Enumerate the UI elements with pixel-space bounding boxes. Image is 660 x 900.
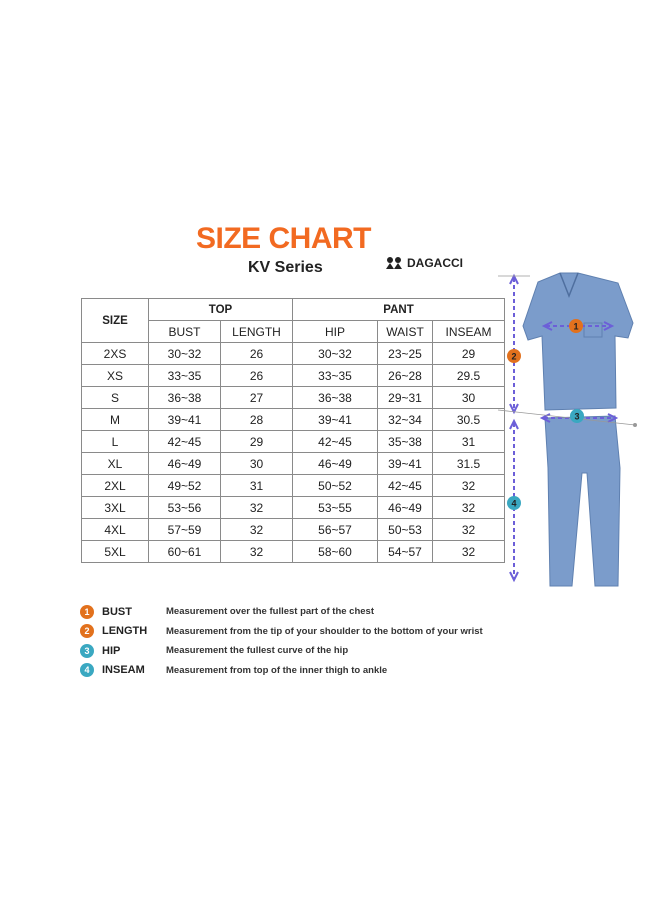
measurement-cell: 30~32 <box>293 343 378 365</box>
measurement-cell: 29 <box>221 431 293 453</box>
svg-text:2: 2 <box>511 351 517 362</box>
measurement-cell: 60~61 <box>149 541 221 563</box>
measurement-cell: 50~52 <box>293 475 378 497</box>
size-cell: 2XS <box>82 343 149 365</box>
brand-name: DAGACCI <box>407 256 463 270</box>
legend-term: BUST <box>102 605 132 618</box>
table-row <box>82 475 505 497</box>
table-row <box>82 453 505 475</box>
measurement-cell: 26 <box>221 343 293 365</box>
pant-header: PANT <box>293 299 505 321</box>
legend-description: Measurement from the tip of your shoulder to the bottom of your wrist <box>166 625 483 637</box>
measurement-cell: 42~45 <box>149 431 221 453</box>
number-badge: 3 <box>80 644 94 658</box>
svg-text:3: 3 <box>574 411 580 422</box>
legend-description: Measurement the fullest curve of the hip <box>166 645 349 657</box>
measurement-cell: 30 <box>221 453 293 475</box>
measurement-cell: 32 <box>433 497 505 519</box>
number-badge: 4 <box>80 663 94 677</box>
measurement-cell: 46~49 <box>149 453 221 475</box>
measurement-cell: 46~49 <box>293 453 378 475</box>
scrub-top-shape <box>523 273 633 410</box>
measurement-cell: 35~38 <box>378 431 433 453</box>
measurement-cell: 32 <box>433 475 505 497</box>
brand-logo <box>385 256 463 270</box>
measurement-cell: 49~52 <box>149 475 221 497</box>
table-row <box>82 343 505 365</box>
scrubs-figure <box>490 268 650 603</box>
measurement-cell: 32 <box>221 541 293 563</box>
svg-text:1: 1 <box>573 321 579 332</box>
measurement-cell: 39~41 <box>293 409 378 431</box>
measurement-cell: 29 <box>433 343 505 365</box>
table-row <box>82 497 505 519</box>
legend-term: LENGTH <box>102 625 148 638</box>
table-row <box>82 519 505 541</box>
measurement-cell: 33~35 <box>293 365 378 387</box>
series-subtitle: KV Series <box>248 259 323 276</box>
table-row <box>82 431 505 453</box>
size-table <box>81 298 505 563</box>
measurement-cell: 32 <box>221 497 293 519</box>
size-cell: XS <box>82 365 149 387</box>
legend-term: INSEAM <box>102 664 145 677</box>
size-chart-title: SIZE CHART <box>196 222 371 255</box>
measurement-cell: 53~55 <box>293 497 378 519</box>
measurement-cell: 31 <box>221 475 293 497</box>
measurement-cell: 31.5 <box>433 453 505 475</box>
measurement-cell: 30~32 <box>149 343 221 365</box>
measurement-cell: 56~57 <box>293 519 378 541</box>
column-header-inseam: INSEAM <box>433 321 505 343</box>
scrub-pants-shape <box>545 416 620 586</box>
table-row <box>82 387 505 409</box>
measurement-cell: 36~38 <box>293 387 378 409</box>
size-cell: 3XL <box>82 497 149 519</box>
size-cell: 4XL <box>82 519 149 541</box>
measurement-cell: 26 <box>221 365 293 387</box>
measurement-cell: 32 <box>433 541 505 563</box>
column-header-waist: WAIST <box>378 321 433 343</box>
measurement-cell: 54~57 <box>378 541 433 563</box>
measurement-cell: 29.5 <box>433 365 505 387</box>
measurement-cell: 36~38 <box>149 387 221 409</box>
legend-item <box>80 602 483 622</box>
column-header-length: LENGTH <box>221 321 293 343</box>
measurement-cell: 33~35 <box>149 365 221 387</box>
measurement-cell: 30.5 <box>433 409 505 431</box>
scrubs-illustration <box>490 268 650 598</box>
hip-guide-dot <box>633 423 637 427</box>
measurement-cell: 39~41 <box>149 409 221 431</box>
measurement-cell: 53~56 <box>149 497 221 519</box>
size-cell: XL <box>82 453 149 475</box>
measurement-cell: 46~49 <box>378 497 433 519</box>
table-row <box>82 365 505 387</box>
measurement-cell: 42~45 <box>378 475 433 497</box>
top-header: TOP <box>149 299 293 321</box>
measurement-cell: 32~34 <box>378 409 433 431</box>
size-cell: 2XL <box>82 475 149 497</box>
table-row <box>82 541 505 563</box>
measurement-marker-1 <box>569 319 583 333</box>
measurement-cell: 50~53 <box>378 519 433 541</box>
size-cell: L <box>82 431 149 453</box>
measurement-marker-3 <box>570 409 584 423</box>
size-cell: S <box>82 387 149 409</box>
measurement-cell: 28 <box>221 409 293 431</box>
legend-item <box>80 661 483 681</box>
measurement-cell: 30 <box>433 387 505 409</box>
size-header: SIZE <box>82 299 149 343</box>
legend-term: HIP <box>102 644 121 657</box>
column-header-bust: BUST <box>149 321 221 343</box>
measurement-cell: 27 <box>221 387 293 409</box>
measurement-legend <box>80 602 483 680</box>
legend-description: Measurement over the fullest part of the chest <box>166 606 374 618</box>
measurement-cell: 39~41 <box>378 453 433 475</box>
brand-mark-icon <box>385 256 405 270</box>
table-row <box>82 409 505 431</box>
size-cell: 5XL <box>82 541 149 563</box>
svg-text:4: 4 <box>511 498 517 509</box>
measurement-cell: 57~59 <box>149 519 221 541</box>
column-header-hip: HIP <box>293 321 378 343</box>
measurement-marker-4 <box>507 496 521 510</box>
measurement-cell: 23~25 <box>378 343 433 365</box>
legend-item <box>80 622 483 642</box>
legend-description: Measurement from top of the inner thigh to ankle <box>166 664 388 676</box>
size-cell: M <box>82 409 149 431</box>
number-badge: 1 <box>80 605 94 619</box>
measurement-cell: 42~45 <box>293 431 378 453</box>
size-table-body <box>82 343 505 563</box>
measurement-cell: 31 <box>433 431 505 453</box>
legend-item <box>80 641 483 661</box>
measurement-cell: 32 <box>433 519 505 541</box>
measurement-cell: 32 <box>221 519 293 541</box>
measurement-cell: 26~28 <box>378 365 433 387</box>
number-badge: 2 <box>80 624 94 638</box>
measurement-cell: 58~60 <box>293 541 378 563</box>
measurement-marker-2 <box>507 349 521 363</box>
measurement-cell: 29~31 <box>378 387 433 409</box>
